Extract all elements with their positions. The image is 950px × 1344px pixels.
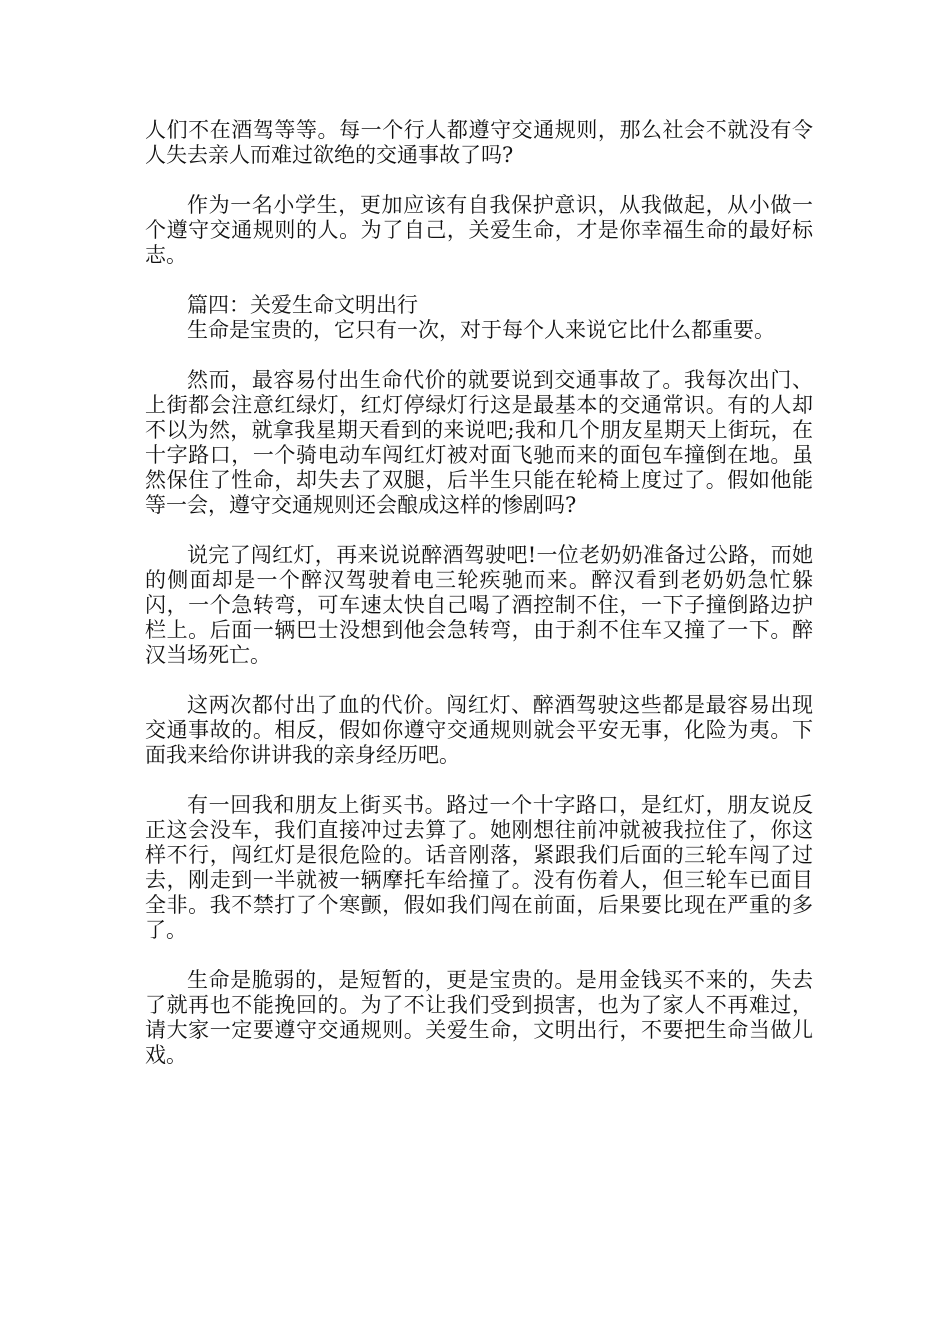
paragraph-continuation: 人们不在酒驾等等。每一个行人都遵守交通规则，那么社会不就没有令人失去亲人而难过欲绝的交通事故了吗? xyxy=(145,118,813,167)
paragraph-red-light: 然而，最容易付出生命代价的就要说到交通事故了。我每次出门、上街都会注意红绿灯，红灯停绿灯行这是最基本的交通常识。有的人却不以为然，就拿我星期天看到的来说吧;我和几个朋友星期天上街玩，在十字路口，一个骑电动车闯红灯被对面飞驰而来的面包车撞倒在地。虽然保住了性命，却失去了双腿，后半生只能在轮椅上度过了。假如他能等一会，遵守交通规则还会酿成这样的惨剧吗? xyxy=(145,368,813,517)
section-heading: 篇四：关爱生命文明出行 xyxy=(187,293,418,317)
paragraph-conclusion: 生命是脆弱的，是短暂的，更是宝贵的。是用金钱买不来的，失去了就再也不能挽回的。为了不让我们受到损害，也为了家人不再难过，请大家一定要遵守交通规则。关爱生命，文明出行，不要把生命当做儿戏。 xyxy=(145,968,813,1067)
paragraph-personal-experience: 有一回我和朋友上街买书。路过一个十字路口，是红灯，朋友说反正这会没车，我们直接冲过去算了。她刚想往前冲就被我拉住了，你这样不行，闯红灯是很危险的。话音刚落，紧跟我们后面的三轮车闯了过去，刚走到一半就被一辆摩托车给撞了。没有伤着人，但三轮车已面目全非。我不禁打了个寒颤，假如我们闯在前面，后果要比现在严重的多了。 xyxy=(145,793,813,942)
paragraph-life-precious: 生命是宝贵的，它只有一次，对于每个人来说它比什么都重要。 xyxy=(187,318,775,342)
document-page xyxy=(145,118,813,1093)
paragraph-blood-price: 这两次都付出了血的代价。闯红灯、醉酒驾驶这些都是最容易出现交通事故的。相反，假如你遵守交通规则就会平安无事，化险为夷。下面我来给你讲讲我的亲身经历吧。 xyxy=(145,693,813,767)
paragraph-self-protection: 作为一名小学生，更加应该有自我保护意识，从我做起，从小做一个遵守交通规则的人。为了自己，关爱生命，才是你幸福生命的最好标志。 xyxy=(145,193,813,267)
paragraph-drunk-driving: 说完了闯红灯，再来说说醉酒驾驶吧!一位老奶奶准备过公路，而她的侧面却是一个醉汉驾驶着电三轮疾驰而来。醉汉看到老奶奶急忙躲闪，一个急转弯，可车速太快自己喝了酒控制不住，一下子撞倒路边护栏上。后面一辆巴士没想到他会急转弯，由于刹不住车又撞了一下。醉汉当场死亡。 xyxy=(145,543,813,667)
